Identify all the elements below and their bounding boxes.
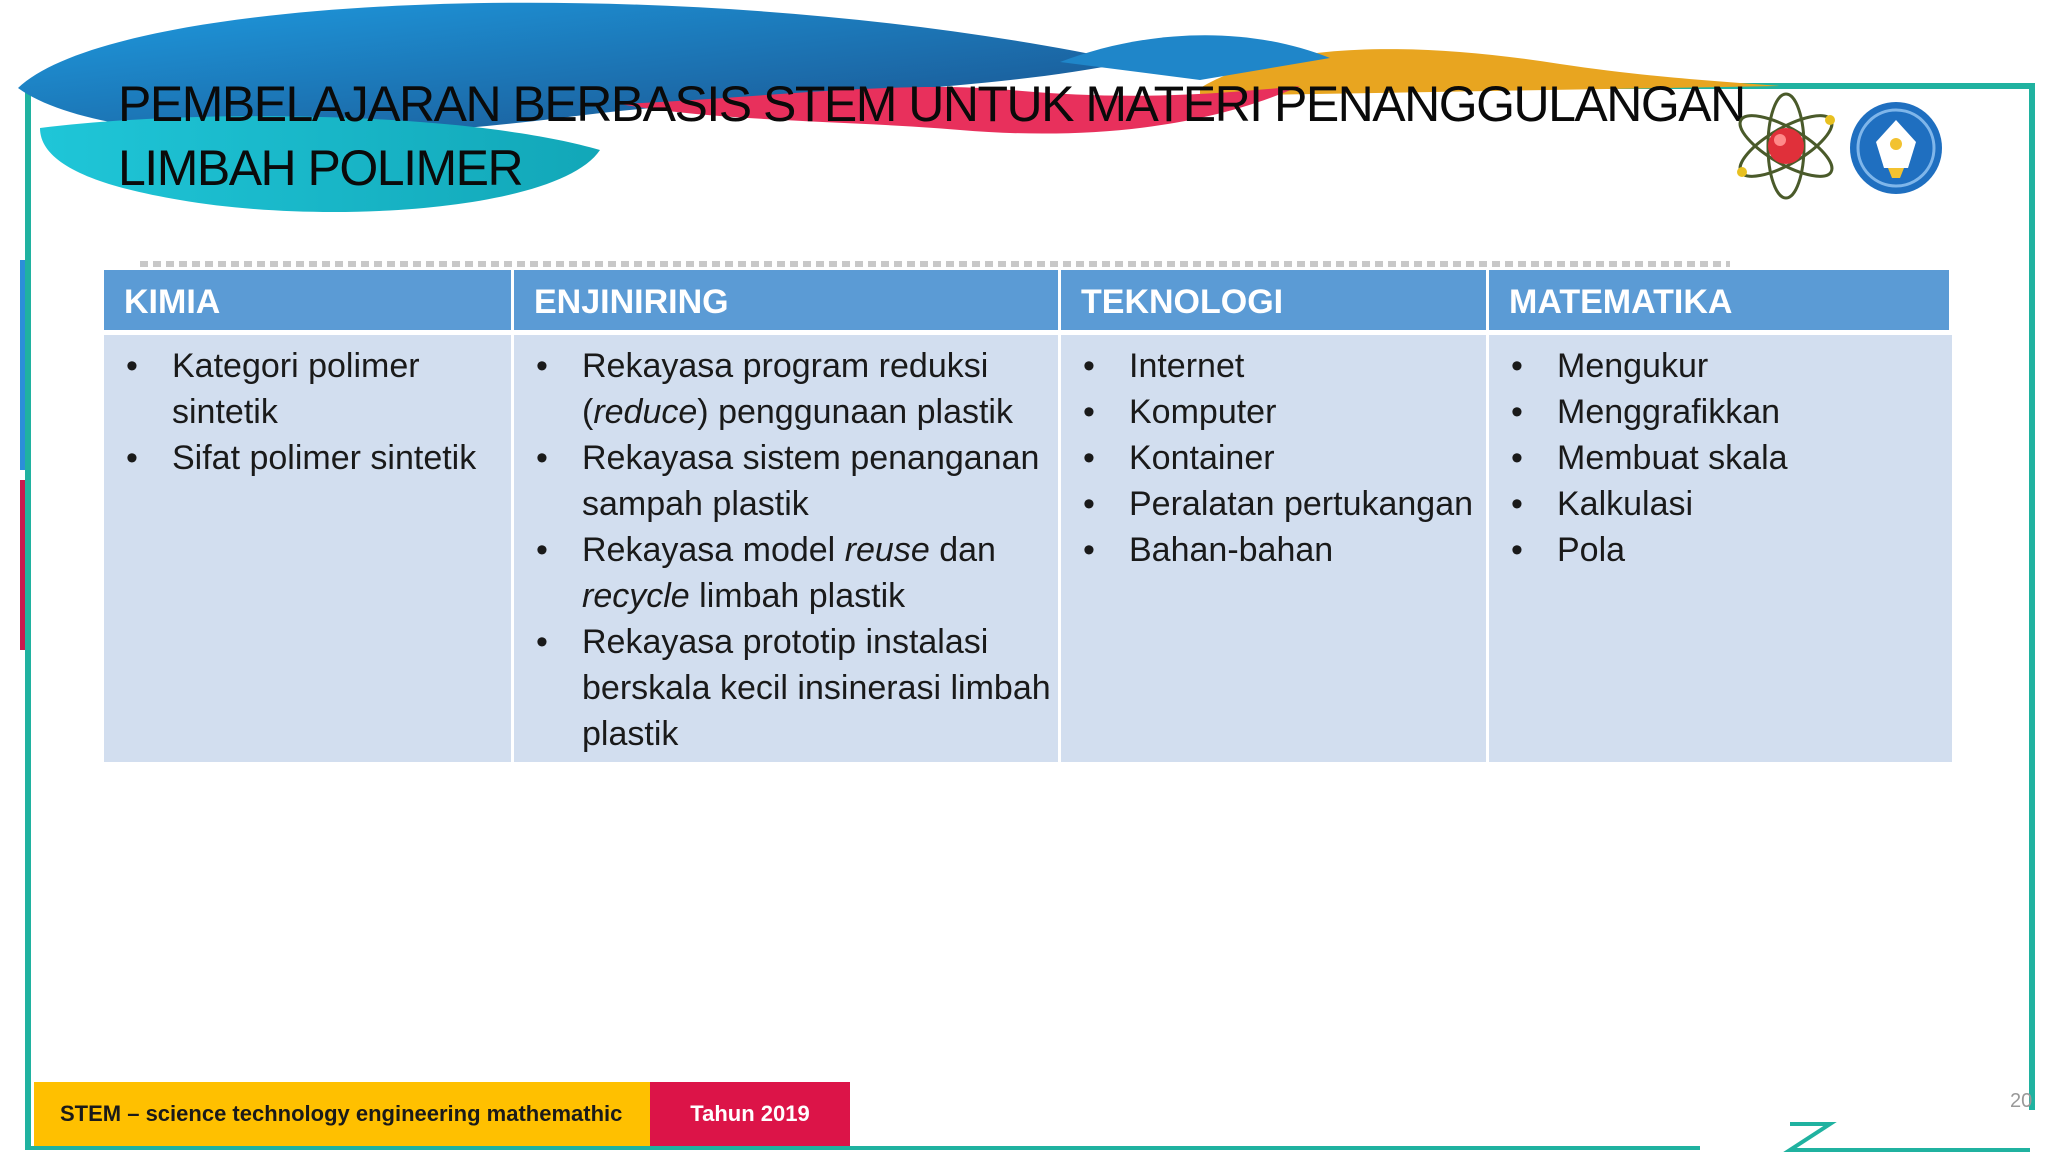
item-text: Rekayasa program reduksi ( [582,347,989,431]
item-text: dan [929,531,996,569]
list-item: • Membuat skala [1507,435,1952,481]
stem-table [104,270,1952,762]
list-item: • Kontainer [1079,435,1486,481]
logos-svg [1728,88,1968,208]
list-item: • Internet [1079,343,1486,389]
header-kimia: KIMIA [104,270,514,330]
list-matematika [1507,335,1952,573]
item-text: limbah plastik [689,577,906,615]
header-matematika: MATEMATIKA [1489,270,1952,330]
list-item: • Kalkulasi [1507,481,1952,527]
list-kimia [122,335,511,481]
page-number: 20 [2010,1090,2033,1112]
cell-kimia [104,330,514,762]
atom-icon [1732,94,1840,198]
list-item [532,343,1058,435]
footer-stem-label: STEM – science technology engineering mathemathic [34,1082,650,1146]
slide-title [118,72,1758,200]
list-item: • Komputer [1079,389,1486,435]
item-text: ) penggunaan plastik [697,393,1013,431]
tut-wuri-handayani-emblem [1850,102,1942,194]
item-text: Rekayasa model [582,531,845,569]
list-item: • Rekayasa sistem penanganan sampah plastik [532,435,1058,527]
cell-enjiniring [514,330,1061,762]
list-teknologi [1079,335,1486,573]
list-item: • Mengukur [1507,343,1952,389]
list-item: • Menggrafikkan [1507,389,1952,435]
list-enjiniring [532,335,1058,757]
list-item: • Pola [1507,527,1952,573]
cell-matematika [1489,330,1952,762]
list-item [532,527,1058,619]
cell-teknologi [1061,330,1489,762]
list-item: • Bahan-bahan [1079,527,1486,573]
list-item: • Peralatan pertukangan [1079,481,1486,527]
header-teknologi: TEKNOLOGI [1061,270,1489,330]
title-line-1: PEMBELAJARAN BERBASIS STEM UNTUK MATERI PENANGGULANGAN [118,76,1745,132]
item-emphasis: recycle [582,577,690,615]
list-item: • Kategori polimer sintetik [122,343,511,435]
list-item: • Sifat polimer sintetik [122,435,511,481]
footer-year-label: Tahun 2019 [650,1082,850,1146]
item-emphasis: reuse [844,531,930,569]
logo-group [1728,88,1968,213]
item-emphasis: reduce [593,393,698,431]
title-line-2: LIMBAH POLIMER [118,140,523,196]
list-item: • Rekayasa prototip instalasi berskala kecil insinerasi limbah plastik [532,619,1058,757]
header-enjiniring: ENJINIRING [514,270,1061,330]
